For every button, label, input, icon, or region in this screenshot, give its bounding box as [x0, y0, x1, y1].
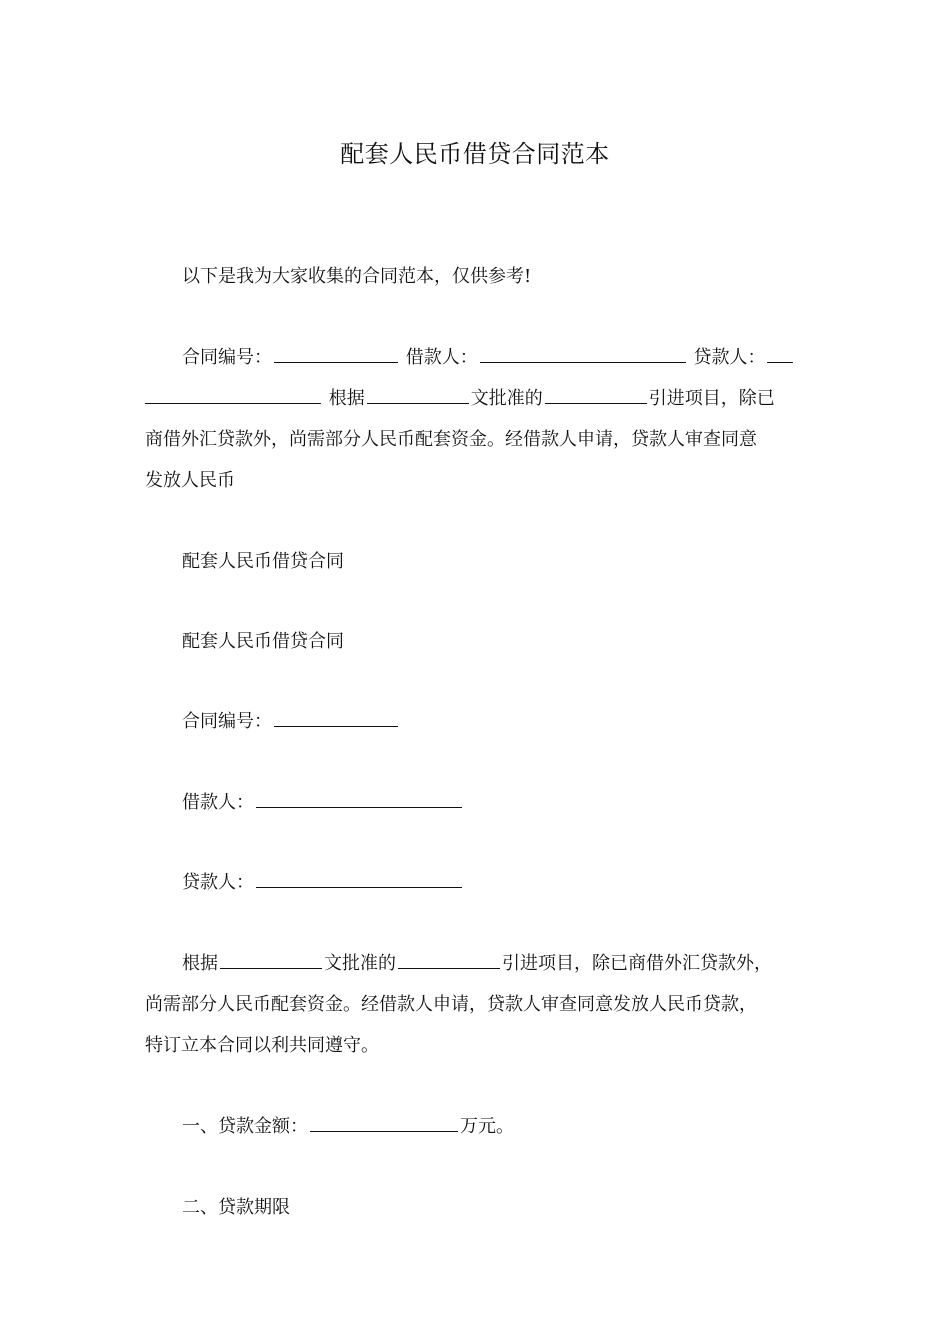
project-name-blank: [398, 950, 500, 969]
document-title: 配套人民币借贷合同范本: [340, 140, 610, 168]
loan-amount-blank: [310, 1113, 458, 1132]
approved-text: 文批准的: [470, 388, 543, 409]
contract-no-blank: [274, 344, 398, 363]
project-text: 引进项目，除已商借外汇贷款外，: [502, 953, 772, 974]
lender-label: 贷款人：: [182, 872, 254, 893]
loan-amount-unit: 万元。: [460, 1116, 514, 1137]
basis-line-3: 特订立本合同以利共同遵守。: [145, 1035, 379, 1056]
borrower-label: 借款人：: [182, 792, 254, 813]
lender-blank-cont: [145, 385, 321, 404]
contract-no-label: 合同编号：: [182, 711, 272, 732]
intro-text: 以下是我为大家收集的合同范本，仅供参考!: [182, 266, 532, 287]
basis-label: 根据: [182, 953, 218, 974]
summary-line-4: 发放人民币: [145, 470, 235, 491]
project-text: 引进项目，除已: [648, 388, 775, 409]
borrower-label: 借款人：: [405, 347, 478, 368]
basis-label: 根据: [328, 388, 365, 409]
contract-no-line: [145, 701, 842, 742]
lender-blank: [256, 869, 462, 888]
summary-line-2: [145, 378, 805, 419]
doc-number-blank: [220, 950, 322, 969]
heading-2: 配套人民币借贷合同: [182, 631, 344, 652]
lender-label: 贷款人：: [693, 347, 766, 368]
section-1-loan-amount: [145, 1106, 842, 1147]
summary-paragraph: [145, 337, 805, 501]
borrower-blank: [256, 789, 462, 808]
contract-no-label: 合同编号：: [182, 347, 272, 368]
basis-line-1: [145, 943, 805, 984]
doc-number-blank: [367, 385, 469, 404]
borrower-line: [145, 782, 842, 823]
lender-line: [145, 862, 842, 903]
lender-blank-start: [767, 344, 793, 363]
project-name-blank: [545, 385, 647, 404]
section-2-loan-term: 二、贷款期限: [182, 1197, 290, 1218]
summary-line-1: [145, 337, 805, 378]
heading-1: 配套人民币借贷合同: [182, 551, 344, 572]
borrower-blank: [480, 344, 686, 363]
basis-paragraph: [145, 943, 805, 1066]
intro-paragraph: [145, 256, 842, 297]
loan-amount-label: 一、贷款金额：: [182, 1116, 308, 1137]
contract-no-blank: [274, 708, 398, 727]
basis-line-2: 尚需部分人民币配套资金。经借款人申请，贷款人审查同意发放人民币贷款，: [145, 994, 757, 1015]
summary-line-3: 商借外汇贷款外，尚需部分人民币配套资金。经借款人申请，贷款人审查同意: [145, 429, 757, 450]
approved-text: 文批准的: [324, 953, 396, 974]
